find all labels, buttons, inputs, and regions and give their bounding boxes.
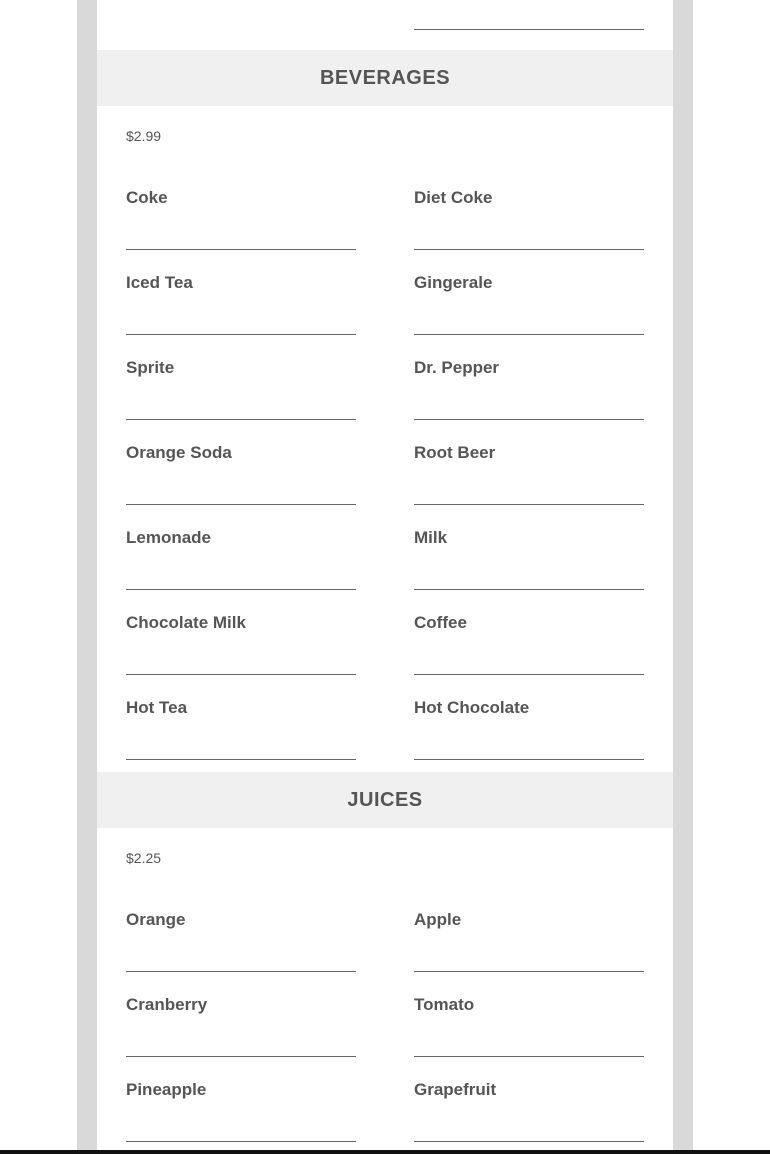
menu-item[interactable] [126,443,356,505]
menu-item-label: Diet Coke [414,188,493,207]
menu-item-label: Grapefruit [414,1080,497,1099]
section-price: $2.99 [126,128,162,144]
menu-item[interactable] [126,613,356,675]
menu-item[interactable] [126,273,356,335]
menu-item[interactable] [414,528,644,590]
menu-item[interactable] [414,188,644,250]
menu-item[interactable] [414,995,644,1057]
menu-item-label: Iced Tea [126,273,193,292]
menu-item-label: Sprite [126,358,175,377]
menu-item-label: Coke [126,188,168,207]
menu-item-label: Orange [126,910,186,929]
menu-item[interactable] [126,1080,356,1142]
menu-item-label: Dr. Pepper [414,358,500,377]
menu-item-label: Root Beer [414,443,496,462]
menu-item-label: Apple [414,910,462,929]
menu-item-label: Cranberry [126,995,208,1014]
menu-item[interactable] [414,1080,644,1142]
menu-item-label: Hot Chocolate [414,698,530,717]
menu-item-label: Lemonade [126,528,212,547]
menu-item-label: Coffee [414,613,467,632]
menu-item[interactable] [126,528,356,590]
section-title: BEVERAGES [319,66,451,89]
menu-item[interactable] [414,443,644,505]
menu-item-label: Chocolate Milk [126,613,246,632]
menu-item[interactable] [126,358,356,420]
menu-item-label: Milk [414,528,448,547]
menu-item[interactable] [414,613,644,675]
menu-item[interactable] [414,698,644,760]
menu-item[interactable] [126,910,356,972]
menu-item[interactable] [414,910,644,972]
menu-item-label: Tomato [414,995,475,1014]
menu-item[interactable] [126,698,356,760]
section-header-beverages [97,50,673,106]
section-title: JUICES [347,788,423,811]
menu-item-label: Orange Soda [126,443,232,462]
menu-item[interactable] [414,273,644,335]
menu-item-label: Pineapple [126,1080,207,1099]
section-header-juices [97,772,673,828]
menu-item[interactable] [126,188,356,250]
previous-item-underline [414,29,644,30]
section-price: $2.25 [126,850,162,866]
menu-item-label: Gingerale [414,273,493,292]
menu-item[interactable] [126,995,356,1057]
menu-item-label: Hot Tea [126,698,188,717]
bottom-edge-bar [0,1150,770,1154]
menu-item[interactable] [414,358,644,420]
